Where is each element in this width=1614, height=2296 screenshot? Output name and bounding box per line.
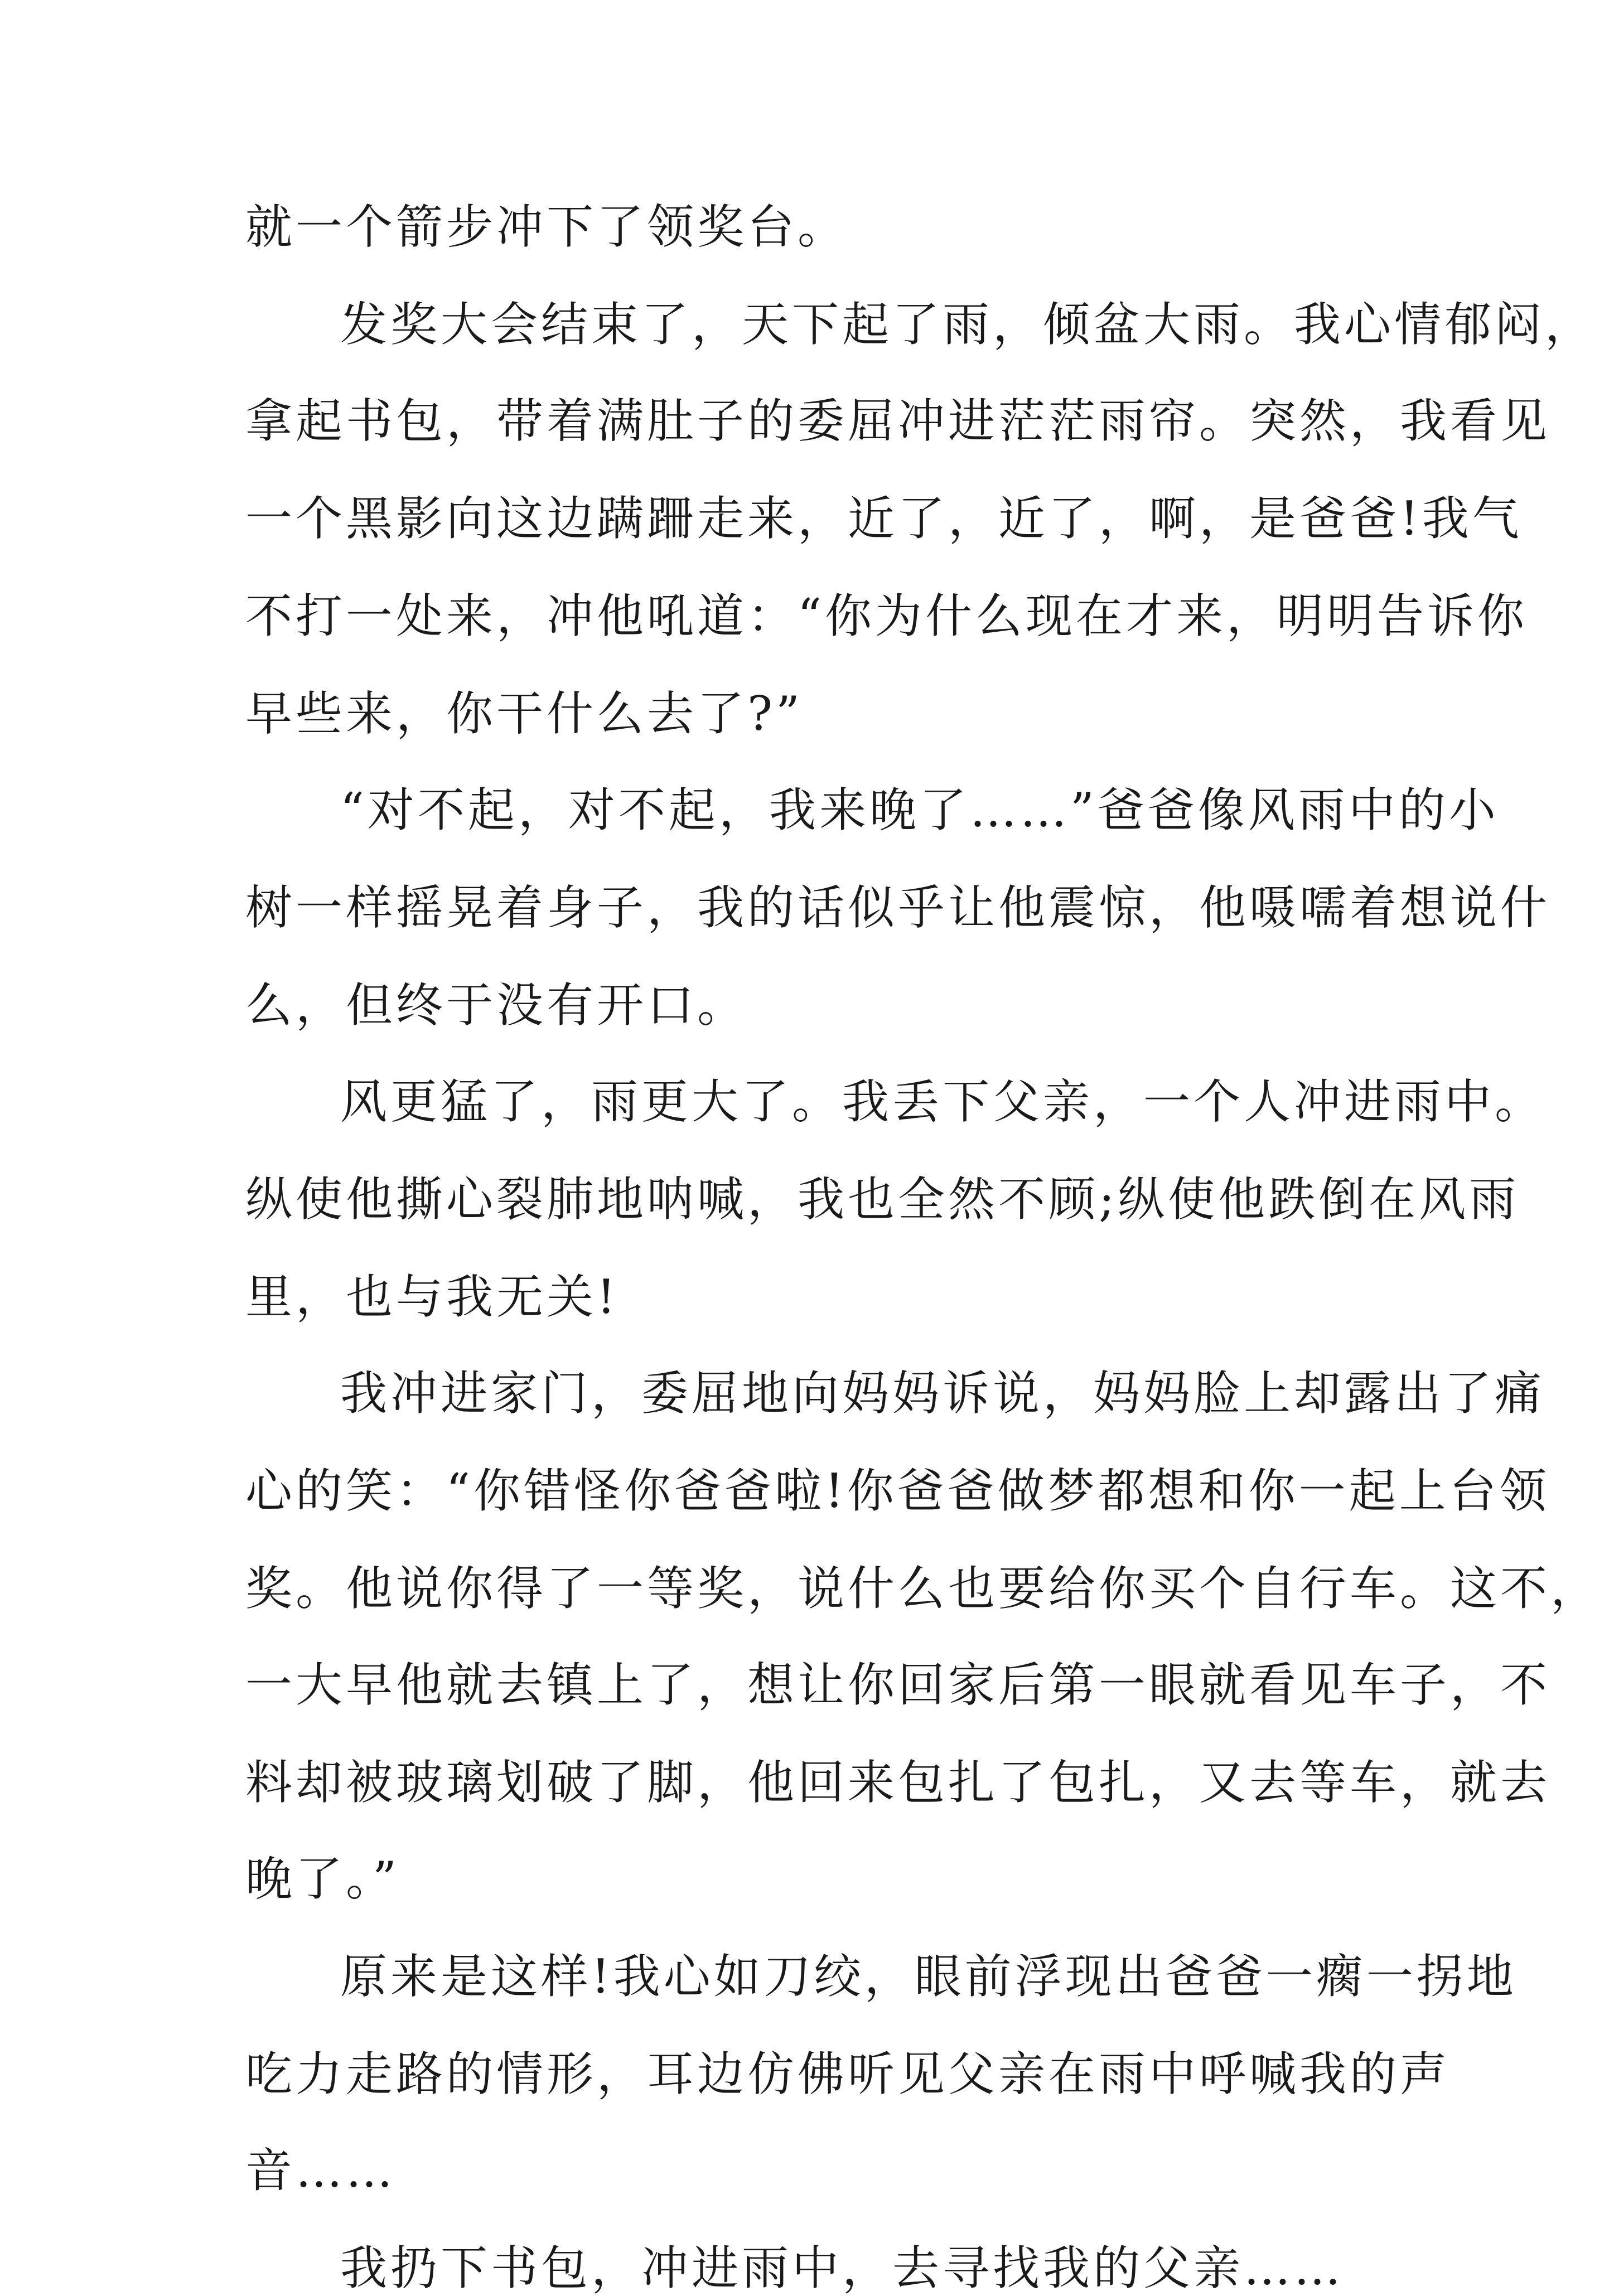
text-line: 么，但终于没有开口。 xyxy=(245,978,748,1033)
text-line: 我冲进家门，委屈地向妈妈诉说，妈妈脸上却露出了痛 xyxy=(340,1366,1545,1421)
text-line: 吃力走路的情形，耳边仿佛听见父亲在雨中呼喊我的声 xyxy=(245,2047,1451,2101)
text-line: 就一个箭步冲下了领奖台。 xyxy=(245,200,848,254)
text-line: 树一样摇晃着身子，我的话似乎让他震惊，他嗫嚅着想说什 xyxy=(245,880,1551,935)
text-line: 原来是这样!我心如刀绞，眼前浮现出爸爸一瘸一拐地 xyxy=(340,1949,1517,2004)
text-line: 心的笑：“你错怪你爸爸啦!你爸爸做梦都想和你一起上台领 xyxy=(245,1464,1550,1518)
text-line: 不打一处来，冲他吼道：“你为什么现在才来，明明告诉你 xyxy=(245,589,1528,643)
text-line: 料却被玻璃划破了脚，他回来包扎了包扎，又去等车，就去 xyxy=(245,1755,1551,1810)
text-line: 风更猛了，雨更大了。我丢下父亲，一个人冲进雨中。 xyxy=(340,1074,1545,1129)
text-line: 一个黑影向这边蹒跚走来，近了，近了，啊，是爸爸!我气 xyxy=(245,491,1523,546)
text-line: 里，也与我无关! xyxy=(245,1270,619,1324)
text-line: 早些来，你干什么去了?” xyxy=(245,686,803,741)
text-line: 一大早他就去镇上了，想让你回家后第一眼就看见车子，不 xyxy=(245,1658,1551,1712)
text-line: 纵使他撕心裂肺地呐喊，我也全然不顾;纵使他跌倒在风雨 xyxy=(245,1172,1520,1227)
text-line: 音…… xyxy=(245,2143,397,2198)
text-line: 奖。他说你得了一等奖，说什么也要给你买个自行车。这不， xyxy=(245,1561,1601,1616)
text-line: “对不起，对不起，我来晚了……”爸爸像风雨中的小 xyxy=(340,783,1499,837)
text-line: 拿起书包，带着满肚子的委屈冲进茫茫雨帘。突然，我看见 xyxy=(245,394,1551,448)
text-line: 发奖大会结束了，天下起了雨，倾盆大雨。我心情郁闷， xyxy=(340,297,1596,352)
text-line: 晚了。” xyxy=(245,1852,400,1906)
text-line: 我扔下书包，冲进雨中，去寻找我的父亲…… xyxy=(340,2241,1345,2295)
